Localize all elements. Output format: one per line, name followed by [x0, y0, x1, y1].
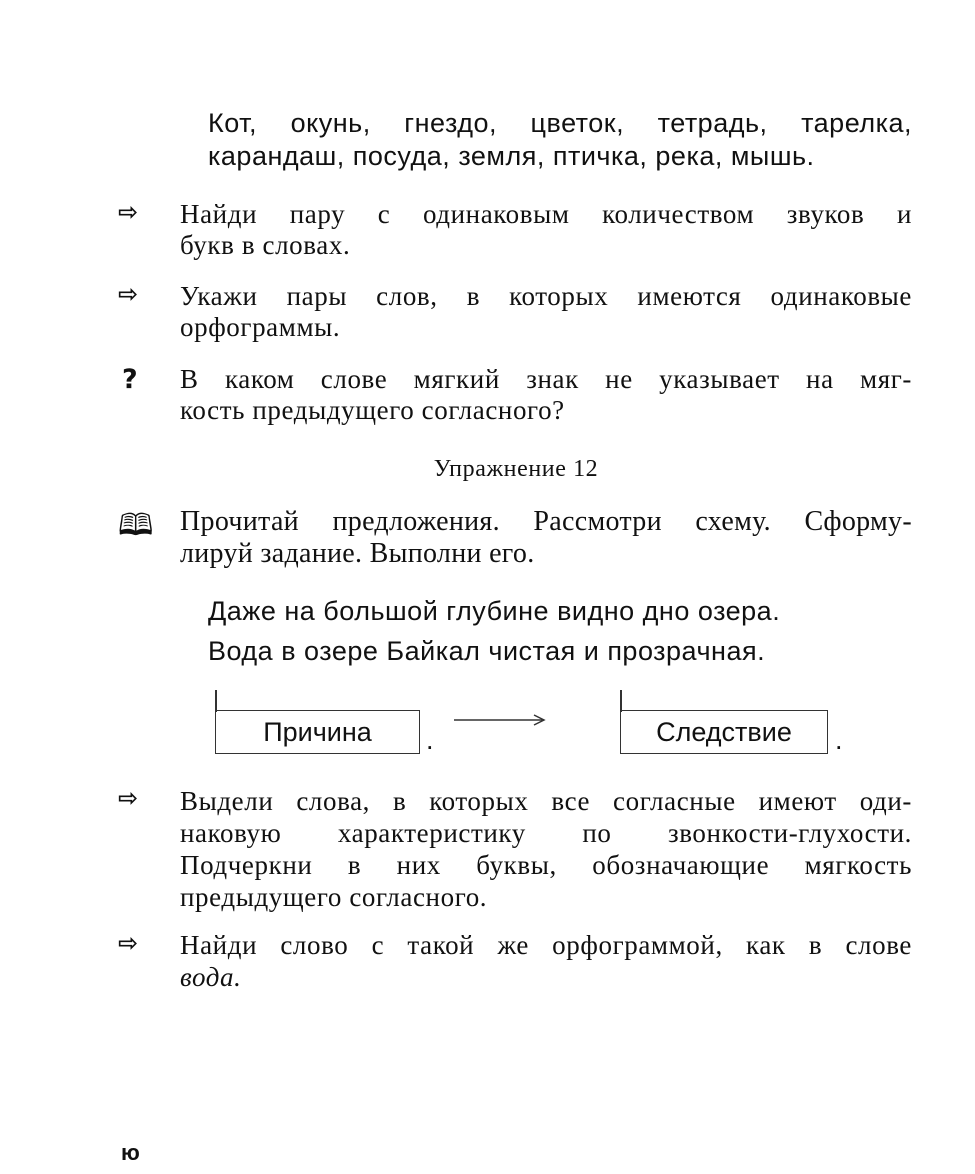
- task-line: Найди слово с такой же орфограммой, как в слове: [180, 930, 912, 960]
- schema-marker-line: [215, 690, 217, 712]
- arrow-icon: ⇨: [118, 198, 139, 226]
- word-list-line: карандаш, посуда, земля, птичка, река, мышь.: [208, 141, 815, 171]
- task-line: Выдели слова, в которых все согласные имеют оди-: [180, 786, 912, 816]
- task-line: букв в словах.: [180, 230, 351, 260]
- cause-box: Причина: [215, 710, 420, 754]
- word-list-line: Кот, окунь, гнездо, цветок, тетрадь, тарелка,: [208, 108, 912, 138]
- exercise-title: Упражнение 12: [433, 456, 599, 482]
- schema-marker-line: [620, 690, 622, 712]
- instruction-line: лируй задание. Выполни его.: [180, 538, 535, 569]
- question-icon: ?: [122, 364, 138, 395]
- book-icon: 🕮: [118, 508, 154, 543]
- arrow-icon: ⇨: [118, 280, 139, 308]
- arrow-right-icon: [452, 712, 548, 728]
- effect-box: Следствие: [620, 710, 828, 754]
- arrow-icon: ⇨: [118, 929, 139, 957]
- period: .: [835, 725, 843, 755]
- arrow-icon: ⇨: [118, 784, 139, 812]
- italic-word: вода.: [180, 962, 242, 992]
- sentence: Вода в озере Байкал чистая и прозрачная.: [208, 636, 766, 666]
- task-line: орфограммы.: [180, 312, 341, 342]
- instruction-line: Прочитай предложения. Рассмотри схему. Сформу-: [180, 506, 912, 537]
- task-line: Найди пару с одинаковым количеством звуков и: [180, 199, 912, 229]
- task-line: Подчеркни в них буквы, обозначающие мягкость: [180, 850, 912, 880]
- page-number: ю: [121, 1140, 141, 1165]
- period: .: [426, 725, 434, 755]
- task-line: предыдущего согласного.: [180, 882, 488, 912]
- task-line: Укажи пары слов, в которых имеются одинаковые: [180, 281, 912, 311]
- task-line: В каком слове мягкий знак не указывает на мяг-: [180, 364, 912, 394]
- task-line: наковую характеристику по звонкости-глухости.: [180, 818, 912, 848]
- sentence: Даже на большой глубине видно дно озера.: [208, 596, 781, 626]
- task-line: кость предыдущего согласного?: [180, 395, 565, 425]
